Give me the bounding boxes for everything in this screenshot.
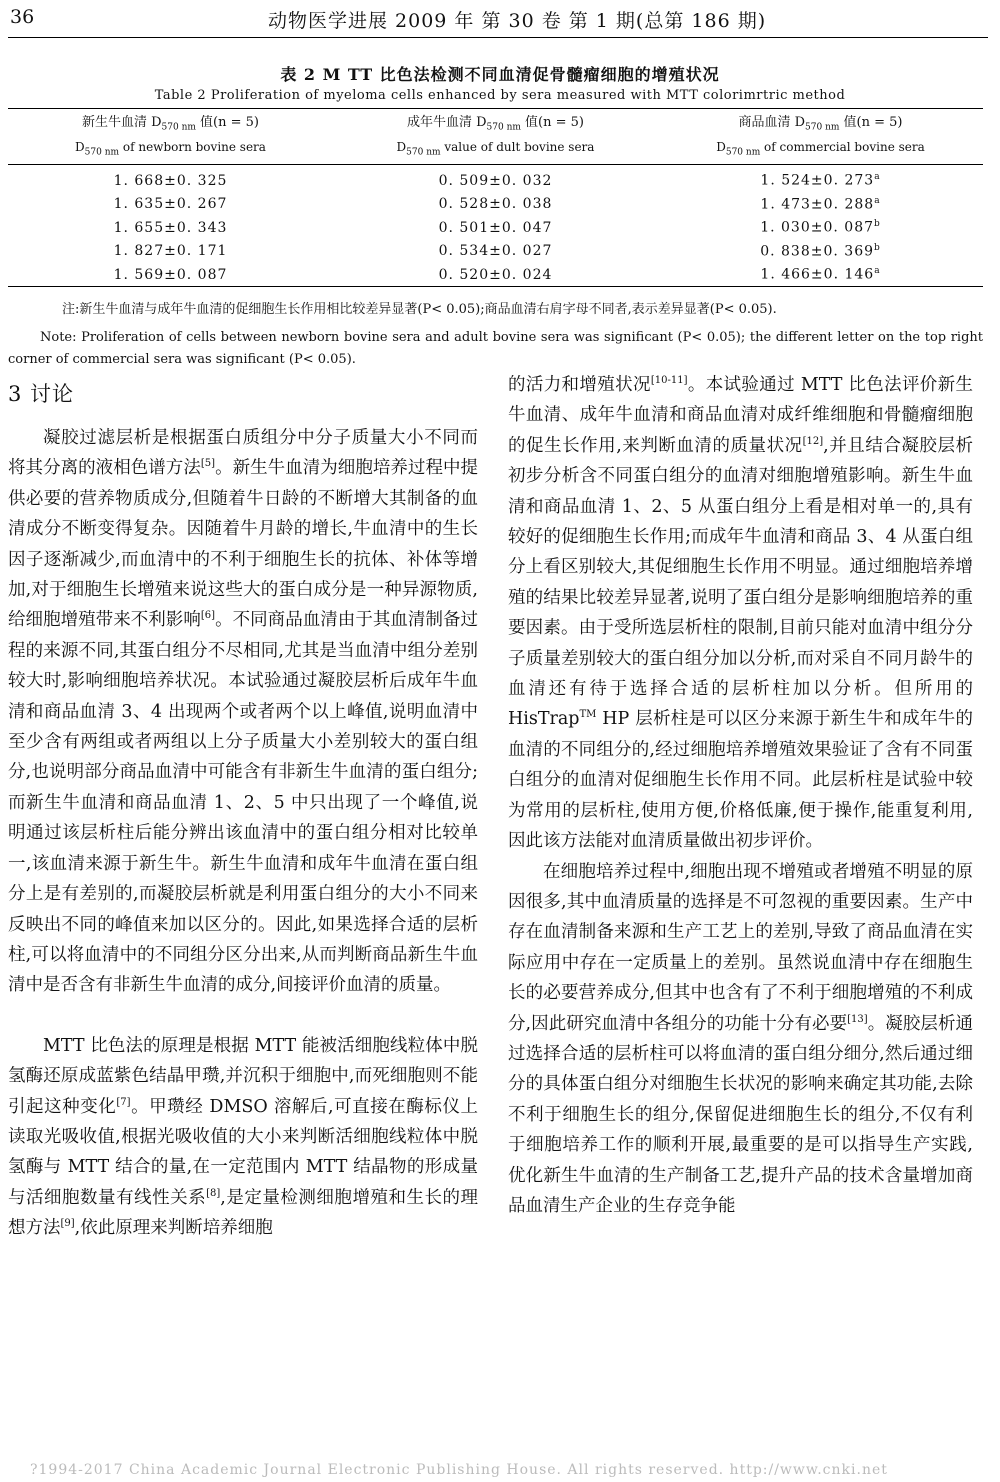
text-run: 。凝胶层析通过选择合适的层析柱可以将血清的蛋白组分细分,然后通过细分的具体蛋白组分对细胞生长状况的影响来确定其功能,去除不利于细胞生长的组分,保留促进细胞生长的组分,不仅有利于细胞培养工作的顺利开展,最重要的是可以指导生产实践,优化新生牛血清的生产制备工艺,提升产品的技术含量增加商品血清生产企业的生存竞争能	[508, 1013, 974, 1216]
citation-ref: TM	[579, 709, 597, 721]
table-row	[8, 164, 983, 192]
citation-ref: [7]	[116, 1096, 131, 1108]
header-rule	[8, 37, 988, 38]
table-cell: 1. 827±0. 171	[113, 243, 228, 260]
table-row	[8, 239, 983, 263]
significance-letter: a	[874, 195, 881, 206]
table-row	[8, 263, 983, 287]
text-run: ,依此原理来判断培养细胞	[74, 1218, 273, 1239]
table-header-row	[8, 109, 983, 165]
table-caption-cn: 表 2 M TT 比色法检测不同血清促骨髓瘤细胞的增殖状况	[280, 65, 720, 84]
table-cell: 1. 655±0. 343	[113, 219, 228, 236]
page-number: 36	[10, 6, 35, 28]
citation-ref: [8]	[206, 1187, 221, 1199]
table-cell: 1. 524±0. 273$^a$	[760, 172, 881, 190]
text-run: 。不同商品血清由于其血清制备过程的来源不同,其蛋白组分不尽相同,尤其是当血清中组分差别较大时,影响细胞培养状况。本试验通过凝胶层析后成年牛血清和商品血清 3、4 出现两个或者两个以上峰值,说明血清中至少含有两组或者两组以上分子质量大小差别较大的蛋白组分,也说明部分商品血清中可能含有非新生牛血清的蛋白组分;而新生牛血清和商品血清 1、2、5 中只出现了一个峰值,说明通过该层析柱后能分辨出该血清中的蛋白组分相对比较单一,该血清来源于新生牛。新生牛血清和成年牛血清在蛋白组分上是有差别的,而凝胶层析就是利用蛋白组分的大小不同来反映出不同的峰值来加以区分的。因此,如果选择合适的层析柱,可以将血清中的不同组分区分出来,从而判断商品新生牛血清中是否含有非新生牛血清的成分,间接评价血清的质量。	[8, 610, 479, 996]
citation-ref: [5]	[200, 458, 216, 470]
journal-header: 动物医学进展 2009 年 第 30 卷 第 1 期(总第 186 期)	[268, 10, 767, 32]
left-column	[8, 423, 478, 1244]
citation-ref: [9]	[60, 1218, 75, 1230]
table-cell: 0. 534±0. 027	[438, 243, 553, 260]
text-run: HP 层析柱是可以区分来源于新生牛和成年牛的血清的不同组分的,经过细胞培养增殖效果验证了含有不同蛋白组分的血清对促细胞生长作用不同。此层析柱是试验中较为常用的层析柱,使用方便,价格低廉,便于操作,能重复利用,因此该方法能对血清质量做出初步评价。	[508, 709, 973, 852]
table-header-adult: 成年牛血清 $D_{570 nm}$ 值(n = 5) $D_{570 nm}$ value of dult bovine sera	[396, 115, 595, 157]
table-cell: 1. 569±0. 087	[113, 266, 228, 283]
significance-letter: a	[874, 172, 881, 183]
citation-ref: [13]	[847, 1013, 868, 1025]
table-cell: 0. 520±0. 024	[438, 266, 553, 283]
significance-letter: a	[874, 266, 881, 277]
table-cell: 0. 509±0. 032	[438, 172, 553, 189]
paragraph	[508, 857, 973, 1222]
table-note-en: Note: Proliferation of cells between newborn bovine sera and adult bovine sera was significant (P< 0.05); the different letter on the top right corner of commercial sera was significant (P< 0.05).	[8, 330, 983, 367]
table-cell: 1. 030±0. 087$^b$	[760, 219, 881, 237]
citation-ref: [12]	[802, 435, 824, 447]
table-header-commercial: 商品血清 $D_{570 nm}$ 值(n = 5) $D_{570 nm}$ of commercial bovine sera	[716, 115, 925, 157]
table-cell: 1. 473±0. 288$^a$	[760, 195, 881, 213]
table-cell: 1. 466±0. 146$^a$	[760, 266, 881, 284]
text-run: 的活力和增殖状况	[508, 375, 651, 395]
table-caption-en: Table 2 Proliferation of myeloma cells enhanced by sera measured with MTT colorimrtric method	[154, 88, 846, 103]
copyright-footer: ?1994-2017 China Academic Journal Electronic Publishing House. All rights reserved. http://www.cnki.net	[30, 1462, 888, 1478]
citation-ref: [10-11]	[650, 375, 688, 387]
table-row	[8, 216, 983, 240]
text-run: 。新生牛血清为细胞培养过程中提供必要的营养物质成分,但随着牛日龄的不断增大其制备的血清成分不断变得复杂。因随着牛月龄的增长,牛血清中的生长因子逐渐减少,而血清中的不利于细胞生长的抗体、补体等增加,对于细胞生长增殖来说这些大的蛋白成分是一种异源物质,给细胞增殖带来不利影响	[8, 458, 479, 631]
paragraph	[8, 1031, 478, 1244]
text-run: ,并且结合凝胶层析初步分析含不同蛋白组分的血清对细胞增殖影响。新生牛血清和商品血清 1、2、5 从蛋白组分上看是相对单一的,具有较好的促细胞生长作用;而成年牛血清和商品 3、4 从蛋白组分上看区别较大,其促细胞生长作用不明显。通过细胞培养增殖的结果比较差异显著,说明了蛋白组分是影响细胞培养的重要因素。由于受所选层析柱的限制,目前只能对血清中组分分子质量差别较大的蛋白组分加以分析,而对采自不同月龄牛的血清还有待于选择合适的层析柱加以分析。但所用的 HisTrap	[508, 435, 974, 730]
text-run: 。本试验通过 MTT 比色法评价新生牛血清、成年牛血清和商品血清对成纤维细胞和骨髓瘤细胞的促生长作用,来判断血清的质量状况	[508, 375, 974, 456]
text-run: MTT 比色法的原理是根据 MTT 能被活细胞线粒体中脱氢酶还原成蓝紫色结晶甲瓒,并沉积于细胞中,而死细胞则不能引起这种变化	[8, 1035, 478, 1117]
right-column	[508, 370, 973, 1221]
table-cell: 0. 501±0. 047	[438, 219, 553, 236]
table-cell: 1. 635±0. 267	[113, 196, 228, 213]
table-header-newborn: 新生牛血清 $D_{570 nm}$ 值(n = 5) $D_{570 nm}$ of newborn bovine sera	[75, 115, 266, 157]
text-run: ,是定量检测细胞增殖和生长的理想方法	[8, 1187, 479, 1239]
table-row	[8, 192, 983, 216]
paragraph	[8, 423, 478, 1001]
table-note-cn: 注:新生牛血清与成年牛血清的促细胞生长作用相比较差异显著(P< 0.05);商品血清右肩字母不同者,表示差异显著(P< 0.05).	[62, 302, 777, 317]
significance-letter: b	[874, 242, 881, 253]
table-cell: 0. 528±0. 038	[438, 196, 553, 213]
text-run: 。甲瓒经 DMSO 溶解后,可直接在酶标仪上读取光吸收值,根据光吸收值的大小来判断活细胞线粒体中脱氢酶与 MTT 结合的量,在一定范围内 MTT 结晶物的形成量与活细胞数量有线性关系	[8, 1096, 478, 1208]
citation-ref: [6]	[200, 610, 216, 622]
table-cell: 1. 668±0. 325	[113, 172, 228, 189]
significance-letter: b	[874, 219, 881, 230]
data-table	[8, 108, 983, 287]
paragraph-gap	[8, 1001, 478, 1031]
table-cell: 0. 838±0. 369$^b$	[760, 242, 881, 260]
paragraph	[508, 370, 973, 857]
text-run: 在细胞培养过程中,细胞出现不增殖或者增殖不明显的原因很多,其中血清质量的选择是不可忽视的重要因素。生产中存在血清制备来源和生产工艺上的差别,导致了商品血清在实际应用中存在一定质量上的差别。虽然说血清中存在细胞生长的必要营养成分,但其中也含有了不利于细胞增殖的不利成分,因此研究血清中各组分的功能十分有必要	[508, 861, 973, 1034]
section-heading: 3 讨论	[8, 382, 75, 406]
text-run: 凝胶过滤层析是根据蛋白质组分中分子质量大小不同而将其分离的液相色谱方法	[8, 428, 478, 479]
